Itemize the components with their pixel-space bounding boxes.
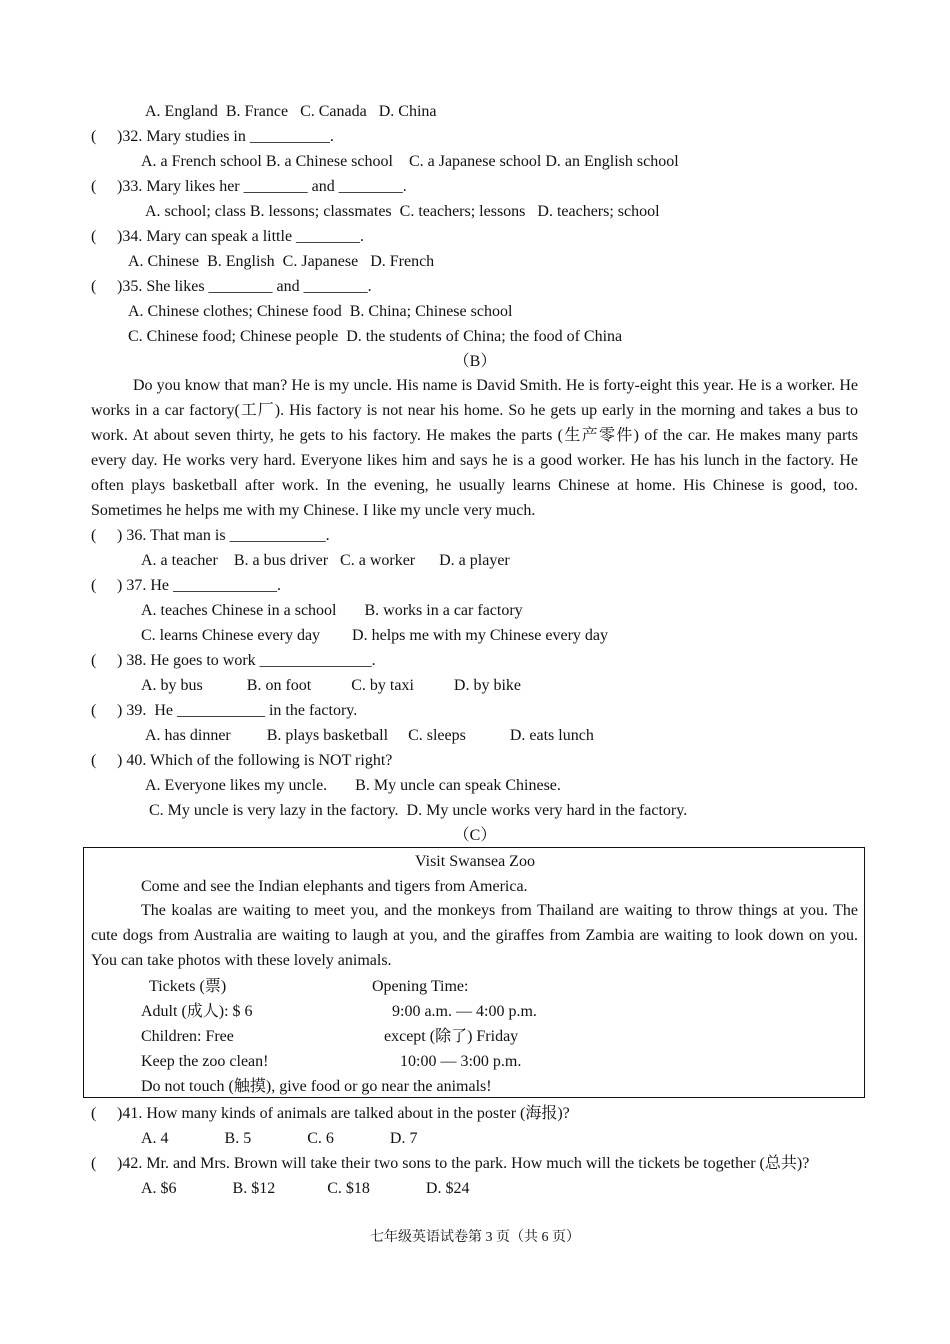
q37-options-line1: A. teaches Chinese in a school B. works in a car factory — [141, 602, 523, 619]
q31-options: A. England B. France C. Canada D. China — [145, 103, 437, 120]
q32-stem: )32. Mary studies in __________. — [117, 128, 334, 145]
q34-stem: )34. Mary can speak a little ________. — [117, 228, 365, 245]
poster-paragraph — [91, 899, 858, 974]
adult-price: Adult (成人): $ 6 — [141, 1003, 253, 1020]
q36-stem: ) 36. That man is ____________. — [117, 527, 330, 544]
q35-stem: )35. She likes ________ and ________. — [117, 278, 372, 295]
passage-text: Do you know that man? He is my uncle. His name is David Smith. He is forty-eight this year. He is a worker. He works in a car factory(工厂). His factory is not near his home. So he gets up early in the morning and takes a bus to work. At about seven thirty, he gets to his factory. He makes the parts (生产零件) of the car. He makes many parts every day. He works very hard. Everyone likes him and says he is a good worker. He has his lunch in the factory. He often plays basketball after work. In the evening, he usually learns Chinese at home. His Chinese is good, too. Sometimes he helps me with my Chinese. I like my uncle very much. — [91, 377, 858, 519]
poster-paragraph-text: The koalas are waiting to meet you, and the monkeys from Thailand are waiting to throw things at you. The cute dogs from Australia are waiting to laugh at you, and the giraffes from Zambia are waiting to look down on you. You can take photos with these lovely animals. — [91, 902, 858, 969]
opening-time-label: Opening Time: — [372, 978, 469, 995]
keep-clean: Keep the zoo clean! — [141, 1053, 269, 1070]
opening-hours-1: 9:00 a.m. — 4:00 p.m. — [392, 1003, 537, 1020]
q33-options: A. school; class B. lessons; classmates C. teachers; lessons D. teachers; school — [145, 203, 660, 220]
q40-options-line2: C. My uncle is very lazy in the factory. D. My uncle works very hard in the factory. — [149, 802, 688, 819]
q37-answer-bracket[interactable]: ( — [91, 577, 97, 594]
q42-options: A. $6 B. $12 C. $18 D. $24 — [141, 1180, 470, 1197]
poster-line1: Come and see the Indian elephants and tigers from America. — [141, 878, 528, 895]
q39-stem: ) 39. He ___________ in the factory. — [117, 702, 358, 719]
q41-options: A. 4 B. 5 C. 6 D. 7 — [141, 1130, 418, 1147]
q36-options: A. a teacher B. a bus driver C. a worker D. a player — [141, 552, 510, 569]
q40-options-line1: A. Everyone likes my uncle. B. My uncle can speak Chinese. — [145, 777, 561, 794]
q41-answer-bracket[interactable]: ( — [91, 1105, 97, 1122]
zoo-rules: Do not touch (触摸), give food or go near the animals! — [141, 1078, 492, 1095]
q33-answer-bracket[interactable]: ( — [91, 178, 97, 195]
page-footer: 七年级英语试卷第 3 页（共 6 页） — [370, 1230, 580, 1245]
q34-options: A. Chinese B. English C. Japanese D. French — [128, 253, 435, 270]
opening-hours-2: 10:00 — 3:00 p.m. — [400, 1053, 522, 1070]
q41-stem: )41. How many kinds of animals are talked about in the poster (海报)? — [117, 1105, 570, 1122]
q42-answer-bracket[interactable]: ( — [91, 1155, 97, 1172]
except-friday: except (除了) Friday — [384, 1028, 519, 1045]
q36-answer-bracket[interactable]: ( — [91, 527, 97, 544]
tickets-label: Tickets (票) — [149, 978, 227, 995]
q35-options-line2: C. Chinese food; Chinese people D. the students of China; the food of China — [128, 328, 623, 345]
q39-answer-bracket[interactable]: ( — [91, 702, 97, 719]
q40-stem: ) 40. Which of the following is NOT right? — [117, 752, 393, 769]
section-c-label: （C） — [453, 827, 497, 844]
q37-stem: ) 37. He _____________. — [117, 577, 281, 594]
section-b-label: （B） — [453, 353, 497, 370]
q38-stem: ) 38. He goes to work ______________. — [117, 652, 376, 669]
q33-stem: )33. Mary likes her ________ and ________. — [117, 178, 407, 195]
q32-options: A. a French school B. a Chinese school C. a Japanese school D. an English school — [141, 153, 679, 170]
section-b-passage — [91, 374, 858, 523]
children-price: Children: Free — [141, 1028, 234, 1045]
q42-stem: )42. Mr. and Mrs. Brown will take their two sons to the park. How much will the tickets be together (总共)? — [117, 1155, 810, 1172]
q40-answer-bracket[interactable]: ( — [91, 752, 97, 769]
q38-answer-bracket[interactable]: ( — [91, 652, 97, 669]
q37-options-line2: C. learns Chinese every day D. helps me with my Chinese every day — [141, 627, 608, 644]
q35-options-line1: A. Chinese clothes; Chinese food B. China; Chinese school — [128, 303, 513, 320]
q38-options: A. by bus B. on foot C. by taxi D. by bike — [141, 677, 521, 694]
q35-answer-bracket[interactable]: ( — [91, 278, 97, 295]
q39-options: A. has dinner B. plays basketball C. sleeps D. eats lunch — [145, 727, 594, 744]
poster-title: Visit Swansea Zoo — [415, 853, 535, 870]
q34-answer-bracket[interactable]: ( — [91, 228, 97, 245]
q32-answer-bracket[interactable]: ( — [91, 128, 97, 145]
